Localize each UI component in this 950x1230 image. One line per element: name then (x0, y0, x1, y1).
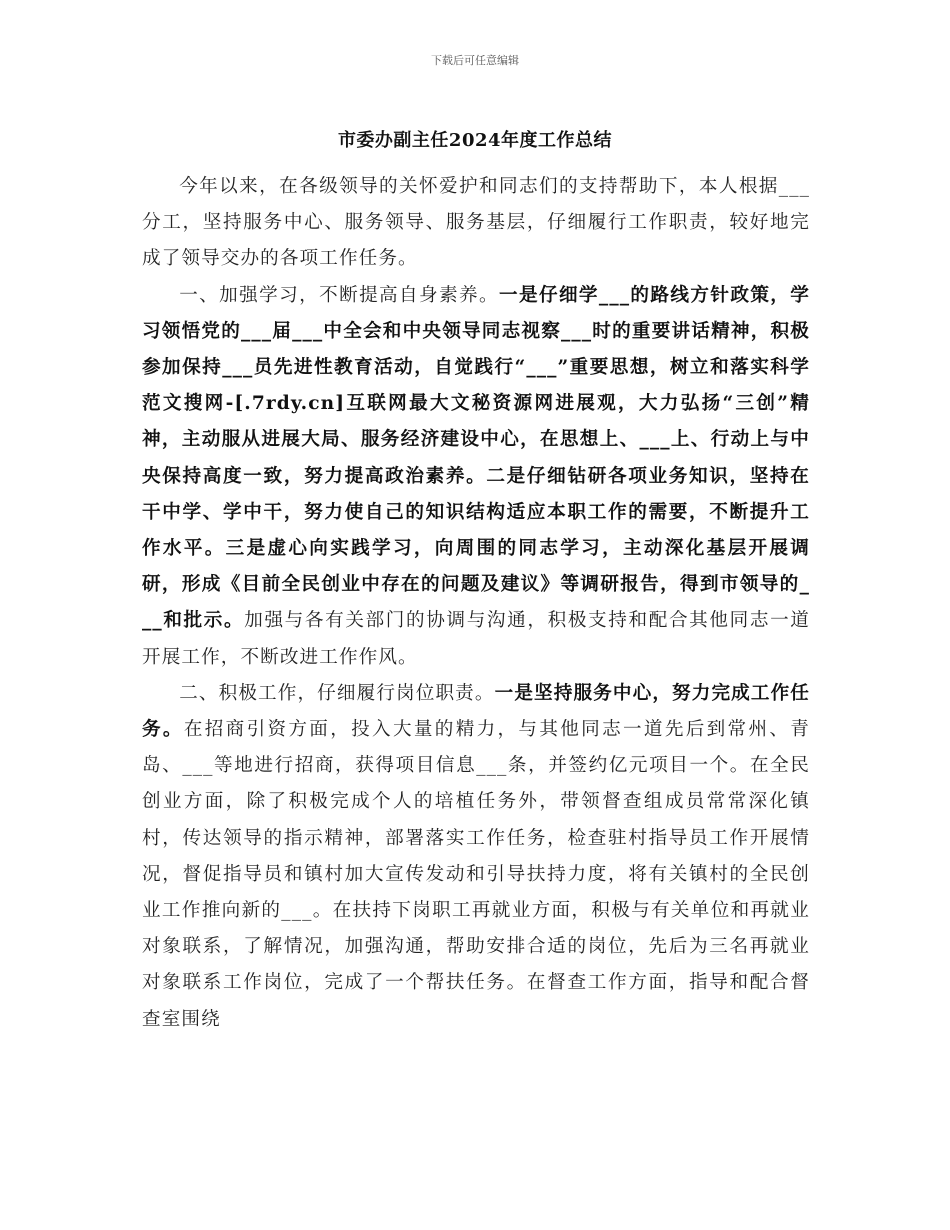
paragraph-work-bold: 一是坚持服务中心，努力完成工作任务。 (142, 682, 810, 741)
document-title: 市委办副主任2024年度工作总结 (337, 130, 613, 151)
document-body (142, 169, 810, 1038)
paragraph-intro-text: 今年以来，在各级领导的关怀爱护和同志们的支持帮助下，本人根据___分工，坚持服务中心、服务领导、服务基层，仔细履行工作职责，较好地完成了领导交办的各项工作任务。 (142, 176, 810, 270)
paragraph-intro (142, 169, 810, 278)
paragraph-study-bold: 一是仔细学___的路线方针政策，学习领悟党的___届___中全会和中央领导同志视察___时的重要讲话精神，积极参加保持___员先进性教育活动，自觉践行“___”重要思想，树立和落实科学范文搜网-[.7rdy.cn]互联网最大文秘资源网进展观，大力弘扬“三创”精神，主动服从进展大局、服务经济建设中心，在思想上、___上、行动上与中央保持高度一致，努力提高政治素养。二是仔细钻研各项业务知识，坚持在干中学、学中干，努力使自己的知识结构适应本职工作的需要，不断提升工作水平。三是虚心向实践学习，向周围的同志学习，主动深化基层开展调研，形成《目前全民创业中存在的问题及建议》等调研报告，得到市领导的___和批示。 (142, 284, 810, 632)
paragraph-study-tail: 加强与各有关部门的协调与沟通，积极支持和配合其他同志一道开展工作，不断改进工作作风。 (142, 610, 810, 668)
paragraph-work-lead: 二、积极工作，仔细履行岗位职责。 (179, 682, 495, 704)
paragraph-work (142, 676, 810, 1038)
paragraph-study (142, 278, 810, 676)
page-header-note: 下载后可任意编辑 (431, 54, 519, 67)
paragraph-study-lead: 一、加强学习，不断提高自身素养。 (179, 284, 499, 306)
paragraph-work-tail: 在招商引资方面，投入大量的精力，与其他同志一道先后到常州、青岛、___等地进行招商，获得项目信息___条，并签约亿元项目一个。在全民创业方面，除了积极完成个人的培植任务外，带领督查组成员常常深化镇村，传达领导的指示精神，部署落实工作任务，检查驻村指导员工作开展情况，督促指导员和镇村加大宣传发动和引导扶持力度，将有关镇村的全民创业工作推向新的___。在扶持下岗职工再就业方面，积极与有关单位和再就业对象联系，了解情况，加强沟通，帮助安排合适的岗位，先后为三名再就业对象联系工作岗位，完成了一个帮扶任务。在督查工作方面，指导和配合督查室围绕 (142, 719, 810, 1030)
